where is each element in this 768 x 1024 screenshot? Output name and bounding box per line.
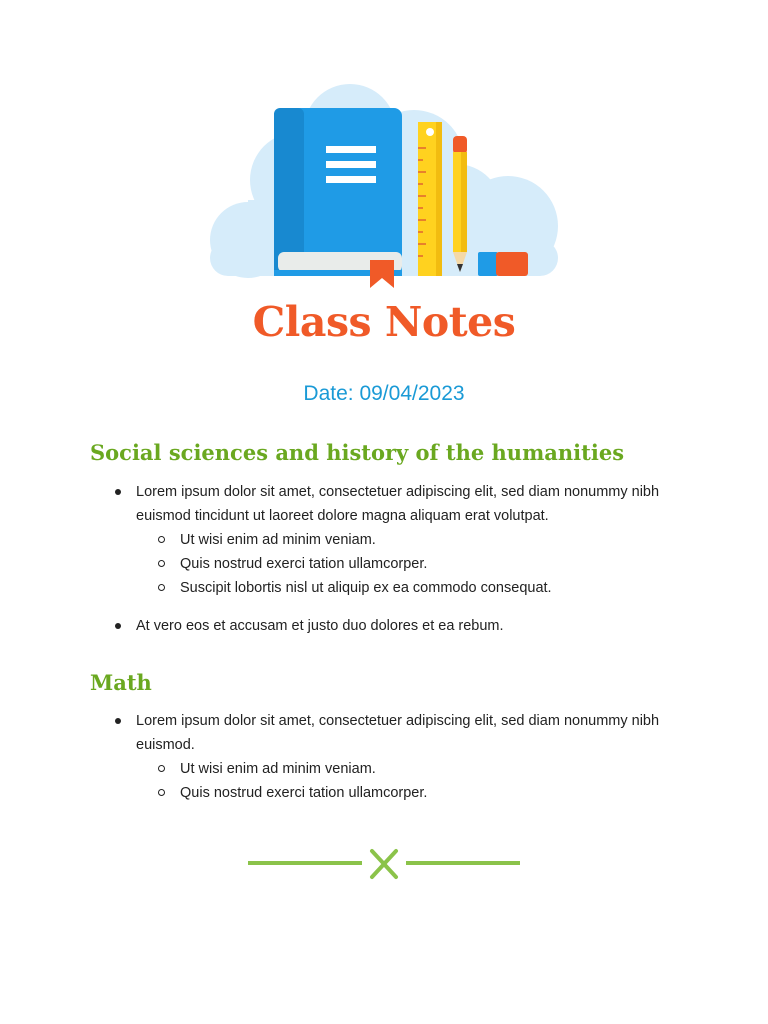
- sub-list-item: Suscipit lobortis nisl ut aliquip ex ea commodo consequat.: [136, 576, 690, 600]
- sub-list-item: Ut wisi enim ad minim veniam.: [136, 757, 690, 781]
- section-heading-social-sciences: Social sciences and history of the humanities: [90, 440, 625, 465]
- ruler-icon: [418, 122, 442, 276]
- eraser-icon: [478, 252, 528, 276]
- sub-list-item: Quis nostrud exerci tation ullamcorper.: [136, 552, 690, 576]
- sub-list-item: Ut wisi enim ad minim veniam.: [136, 528, 690, 552]
- school-supplies-icon: [204, 80, 564, 290]
- list-item: [110, 709, 690, 805]
- date-line: Date: 09/04/2023: [303, 382, 465, 405]
- cross-divider-icon: [246, 846, 522, 882]
- sub-list-item: Quis nostrud exerci tation ullamcorper.: [136, 781, 690, 805]
- sub-list: [136, 528, 690, 600]
- list-item-text: Lorem ipsum dolor sit amet, consectetuer adipiscing elit, sed diam nonummy nibh euismod.: [136, 713, 660, 753]
- list-item: [110, 614, 690, 638]
- math-list: [110, 709, 690, 805]
- pencil-icon: [453, 136, 467, 272]
- book-icon: [274, 108, 402, 288]
- sub-list: [136, 757, 690, 805]
- page-title: Class Notes: [252, 298, 516, 346]
- list-item-text: At vero eos et accusam et justo duo dolores et ea rebum.: [136, 618, 504, 634]
- list-item: [110, 480, 690, 600]
- section-heading-math: Math: [90, 670, 152, 695]
- list-item-text: Lorem ipsum dolor sit amet, consectetuer adipiscing elit, sed diam nonummy nibh euismod tincidunt ut laoreet dolore magna aliquam erat volutpat.: [136, 484, 660, 524]
- social-sciences-list: [110, 480, 690, 638]
